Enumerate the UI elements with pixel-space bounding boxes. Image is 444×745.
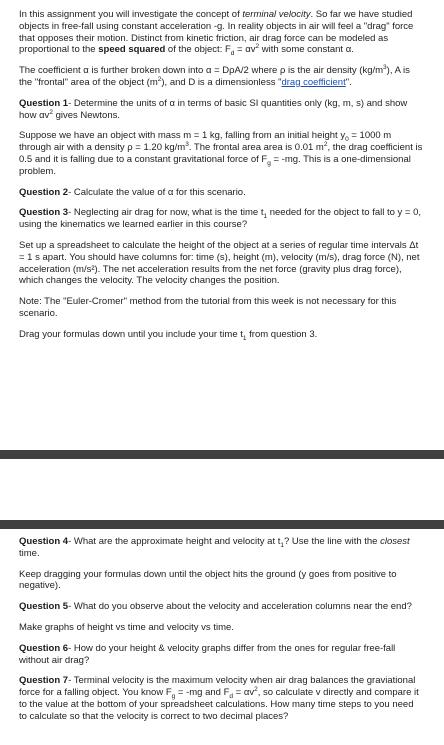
term-terminal-velocity: terminal velocity bbox=[242, 9, 311, 20]
question-7-text: = -mg and F bbox=[175, 687, 230, 699]
superscript: 2 bbox=[255, 43, 260, 51]
scenario-text: , the drag coefficient is 0.5 and it is falling due to a constant gravitational force of F bbox=[19, 142, 423, 165]
question-4-label: Question 4 bbox=[19, 536, 69, 547]
question-3-label: Question 3 bbox=[19, 207, 69, 219]
question-3-text: needed for the object to fall to y = 0, using the kinematics we learned earlier in this course? bbox=[19, 207, 422, 231]
subscript: g bbox=[171, 693, 176, 701]
question-4-text: ? Use the line with the bbox=[284, 536, 381, 547]
question-6-text: - How do your height & velocity graphs differ from the ones for regular free-fall without air drag? bbox=[19, 642, 396, 666]
question-1-text: - Determine the units of α in terms of basic SI quantities only (kg, m, s) and show how αv bbox=[19, 97, 408, 121]
question-5 bbox=[19, 601, 424, 613]
question-5-label: Question 5 bbox=[19, 601, 69, 613]
instruction-text: Drag your formulas down until you include your time t bbox=[19, 328, 243, 340]
intro-paragraph-1 bbox=[19, 9, 424, 56]
scenario-text: = 1000 m through air with a density ρ = 1.20 kg/m bbox=[19, 130, 392, 154]
scenario-paragraph bbox=[19, 130, 424, 177]
page-break-bar-bottom bbox=[0, 520, 444, 529]
superscript: 2 bbox=[254, 686, 258, 694]
scenario-text: . The frontal area area is 0.01 m bbox=[188, 142, 324, 154]
question-7 bbox=[19, 675, 424, 722]
subscript: d bbox=[230, 50, 235, 58]
question-2-label: Question 2 bbox=[19, 186, 69, 198]
superscript: 3 bbox=[185, 141, 189, 149]
emphasis-closest: closest bbox=[380, 536, 410, 547]
question-1-text: gives Newtons. bbox=[52, 109, 120, 121]
superscript: 2 bbox=[49, 108, 53, 116]
question-7-text: - Terminal velocity is the maximum velocity when air drag balances the graviational force for a falling object. You know F bbox=[19, 675, 416, 699]
instruction-text: from question 3. bbox=[246, 328, 318, 340]
subscript: g bbox=[267, 159, 271, 167]
question-6 bbox=[19, 643, 424, 667]
question-2 bbox=[19, 187, 424, 199]
graphs-instruction: Make graphs of height vs time and velocity vs time. bbox=[19, 621, 234, 633]
superscript: 2 bbox=[157, 75, 162, 83]
question-5-text: - What do you observe about the velocity and acceleration columns near the end? bbox=[68, 601, 412, 613]
spreadsheet-instructions: Set up a spreadsheet to calculate the height of the object at a series of regular time intervals Δt = 1 s apart. You should have columns for: time (s), height (m), velocity (m/s), drag force (N), net acceleration (m/s²). The net acceleration results from the net force (gravity plus drag force), which changes the velocity. The velocity changes the position. bbox=[19, 239, 420, 287]
question-1-label: Question 1 bbox=[19, 97, 69, 109]
question-1 bbox=[19, 98, 424, 122]
drag-coefficient-link[interactable]: drag coefficient bbox=[281, 76, 346, 88]
scenario-text: = -mg. This is a one-dimensional problem. bbox=[19, 153, 411, 177]
question-4-text: time. bbox=[19, 547, 40, 559]
question-3 bbox=[19, 207, 424, 231]
page-break-bar-top bbox=[0, 450, 444, 459]
question-2-text: - Calculate the value of α for this scenario. bbox=[68, 186, 246, 198]
scenario-text: Suppose we have an object with mass m = 1 kg, falling from an initial height y bbox=[19, 130, 346, 142]
intro-paragraph-2 bbox=[19, 65, 424, 89]
intro-text: ), and D is a dimensionless " bbox=[161, 76, 282, 88]
keep-dragging-instruction: Keep dragging your formulas down until the object hits the ground (y goes from positive to negative). bbox=[19, 568, 397, 592]
euler-cromer-note: Note: The "Euler-Cromer" method from the tutorial from this week is not necessary for this scenario. bbox=[19, 296, 397, 319]
question-4 bbox=[19, 536, 424, 560]
intro-text: The coefficient α is further broken down into α = DρA/2 where ρ is the air density (kg/m bbox=[19, 65, 384, 77]
page-2-content bbox=[19, 536, 424, 732]
question-4-text: - What are the approximate height and velocity at t bbox=[68, 536, 281, 547]
subscript: d bbox=[229, 693, 233, 701]
superscript: 3 bbox=[383, 64, 387, 72]
intro-text: = αv bbox=[234, 44, 256, 56]
question-3-text: - Neglecting air drag for now, what is the time t bbox=[68, 207, 264, 219]
intro-text: with some constant α. bbox=[259, 44, 354, 56]
intro-text: of the object: F bbox=[165, 44, 231, 56]
intro-text: ), A is the "frontal" area of the object (m bbox=[19, 65, 410, 88]
intro-text: . So far we have studied objects in free-fall using constant acceleration -g. In reality objects in air will feel a "drag" force that opposes their motion. Distinct from kinetic friction, air drag force can be modeled as proportional to the bbox=[19, 9, 414, 56]
question-7-text: , so calculate v directly and compare it to the value at the bottom of your spreadsheet calculations. How many time steps to you need to calculate so that the velocity is correct to two decimal places? bbox=[19, 687, 419, 722]
drag-formulas-instruction bbox=[19, 329, 424, 341]
subscript: 1 bbox=[242, 334, 247, 342]
page-gap bbox=[0, 459, 444, 520]
page-1-content bbox=[19, 9, 424, 350]
subscript: 1 bbox=[263, 213, 268, 221]
intro-text: ". bbox=[345, 76, 352, 88]
question-6-label: Question 6 bbox=[19, 642, 69, 654]
superscript: 2 bbox=[323, 141, 328, 149]
intro-text: In this assignment you will investigate the concept of bbox=[19, 9, 243, 20]
question-7-text: = αv bbox=[233, 687, 255, 699]
question-7-label: Question 7 bbox=[19, 675, 69, 687]
subscript: 0 bbox=[345, 136, 349, 144]
document-page-2 bbox=[0, 529, 444, 745]
subscript: 1 bbox=[280, 541, 284, 549]
emphasis-speed-squared: speed squared bbox=[98, 44, 166, 56]
